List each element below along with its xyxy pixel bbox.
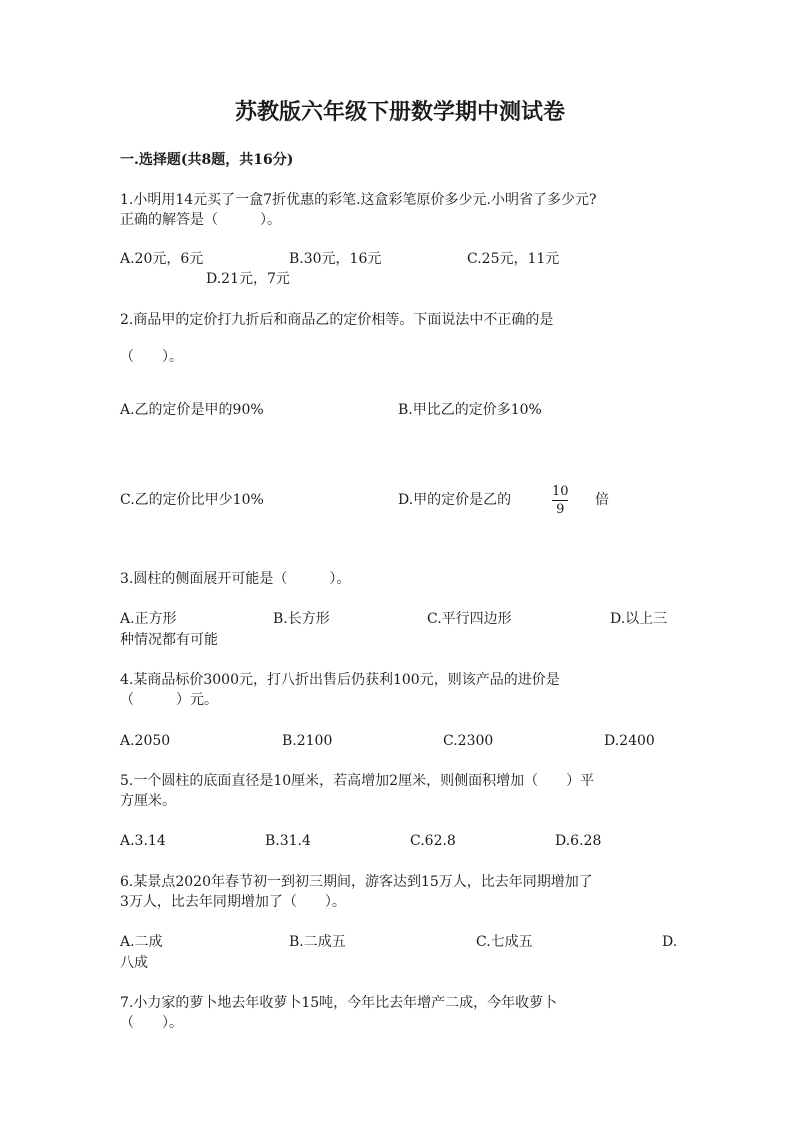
- question-text: 7.小力家的萝卜地去年收萝卜15吨，今年比去年增产二成，今年收萝卜: [120, 995, 558, 1011]
- question-text: 6.某景点2020年春节初一到初三期间，游客达到15万人，比去年同期增加了: [120, 874, 593, 890]
- question-text: 3万人，比去年同期增加了（ ）。: [120, 894, 346, 910]
- page-title: 苏教版六年级下册数学期中测试卷: [234, 99, 565, 125]
- option-d: D.: [662, 934, 678, 950]
- option-d: D.21元，7元: [206, 271, 290, 287]
- option-c: C.乙的定价比甲少10%: [120, 492, 264, 508]
- question-text: 3.圆柱的侧面展开可能是（ ）。: [120, 571, 351, 587]
- option-a: A.20元，6元: [120, 251, 204, 267]
- section-heading: 一.选择题(共8题，共16分): [120, 152, 294, 168]
- option-a: A.3.14: [120, 833, 166, 849]
- option-b: B.30元，16元: [289, 251, 382, 267]
- question-text: 1.小明用14元买了一盒7折优惠的彩笔.这盒彩笔原价多少元.小明省了多少元?: [120, 192, 597, 208]
- option-d: D.以上三: [610, 611, 668, 627]
- option-c: C.25元，11元: [467, 251, 560, 267]
- option-c: C.平行四边形: [427, 611, 512, 627]
- option-c: C.2300: [443, 733, 494, 749]
- option-c: C.62.8: [410, 833, 456, 849]
- question-text: （ ）。: [120, 349, 183, 365]
- option-b: B.二成五: [289, 934, 346, 950]
- option-b: B.2100: [282, 733, 333, 749]
- option-d: D.6.28: [555, 833, 602, 849]
- question-text: 正确的解答是（ ）。: [120, 212, 281, 228]
- option-d-suffix: 倍: [595, 492, 609, 508]
- question-text: （ ）。: [120, 1015, 183, 1031]
- option-d-continued: 八成: [120, 955, 148, 971]
- fraction-denominator: 9: [556, 502, 565, 517]
- option-a: A.2050: [120, 733, 171, 749]
- fraction-numerator: 10: [552, 484, 569, 499]
- option-a: A.二成: [120, 934, 163, 950]
- option-a: A.正方形: [120, 611, 177, 627]
- question-text: 2.商品甲的定价打九折后和商品乙的定价相等。下面说法中不正确的是: [120, 312, 554, 328]
- option-b: B.长方形: [273, 611, 330, 627]
- fraction-bar: [552, 500, 568, 501]
- fraction-ten-ninths: [552, 484, 569, 517]
- question-text: 4.某商品标价3000元，打八折出售后仍获利100元，则该产品的进价是: [120, 672, 560, 688]
- question-text: （ ）元。: [120, 692, 218, 708]
- question-text: 5.一个圆柱的底面直径是10厘米，若高增加2厘米，则侧面积增加（ ）平: [120, 773, 595, 789]
- option-c: C.七成五: [476, 934, 533, 950]
- option-a: A.乙的定价是甲的90%: [120, 402, 264, 418]
- option-b: B.甲比乙的定价多10%: [398, 402, 542, 418]
- question-text: 方厘米。: [120, 793, 176, 809]
- option-d-continued: 种情况都有可能: [120, 632, 218, 648]
- option-b: B.31.4: [265, 833, 311, 849]
- option-d: D.甲的定价是乙的: [398, 492, 512, 508]
- option-d: D.2400: [604, 733, 655, 749]
